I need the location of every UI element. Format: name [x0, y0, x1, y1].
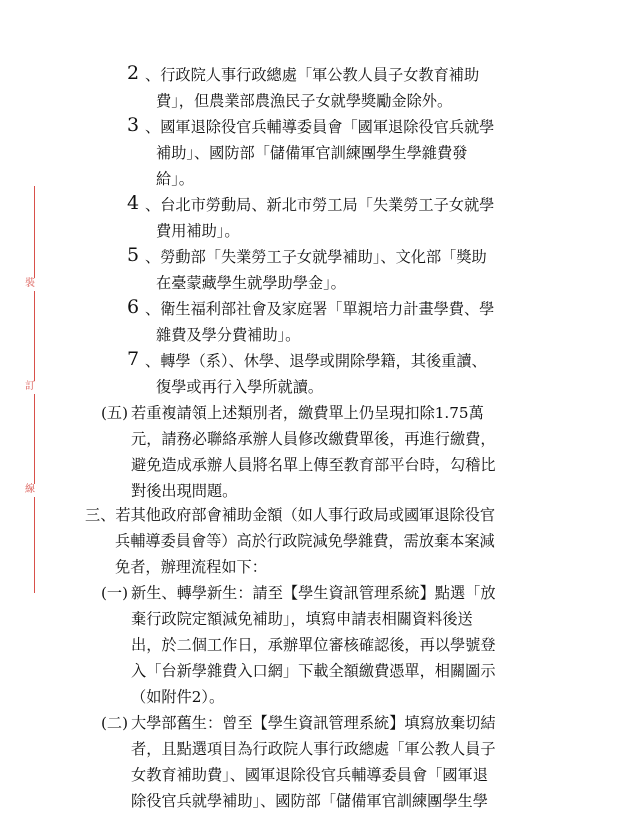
item-number: 3 — [127, 114, 140, 136]
item-line: 、衛生福利部社會及家庭署「單親培力計畫學費、學 — [145, 300, 495, 318]
item-number: 2 — [127, 62, 140, 84]
binding-line-top — [34, 186, 35, 278]
item-line: 雜費及學分費補助」。 — [156, 326, 301, 344]
sub-line: 新生、轉學新生：請至【學生資訊管理系統】點選「放 — [131, 584, 496, 602]
item-line: 費用補助」。 — [156, 222, 240, 240]
item-line: 、台北市勞動局、新北市勞工局「失業勞工子女就學 — [145, 196, 495, 214]
item-line: 費」，但農業部農漁民子女就學獎勵金除外。 — [156, 92, 453, 110]
section-heading-line: 三、若其他政府部會補助金額（如人事行政局或國軍退除役官 — [85, 506, 496, 524]
item-number: 4 — [127, 192, 140, 214]
binding-line-bottom — [34, 497, 35, 593]
item-line: 、轉學（系）、休學、退學或開除學籍，其後重讀、 — [145, 352, 487, 370]
item-line: 給」。 — [156, 170, 194, 188]
sub-line: （如附件2）。 — [131, 688, 225, 706]
sub-label: (二) — [101, 714, 129, 732]
paragraph-line: 避免造成承辦人員將名單上傳至教育部平台時，勾稽比 — [131, 456, 496, 474]
section-line: 免者，辦理流程如下： — [115, 558, 267, 576]
item-line: 復學或再行入學所就讀。 — [156, 378, 324, 396]
sub-line: 大學部舊生：曾至【學生資訊管理系統】填寫放棄切結 — [131, 714, 496, 732]
item-number: 5 — [127, 244, 140, 266]
item-line: 、行政院人事行政總處「軍公教人員子女教育補助 — [145, 66, 480, 84]
item-number: 6 — [127, 296, 140, 318]
paragraph-label: (五) — [101, 404, 129, 422]
sub-line: 女教育補助費」、國軍退除役官兵輔導委員會「國軍退 — [131, 766, 488, 784]
binding-line-lower — [34, 394, 35, 484]
binding-char-zhuang: 裝 — [25, 278, 35, 289]
binding-line-middle — [34, 291, 35, 381]
item-line: 在臺蒙藏學生就學助學金」。 — [156, 274, 346, 292]
paragraph-line: 對後出現問題。 — [131, 482, 238, 500]
sub-line: 者，且點選項目為行政院人事行政總處「軍公教人員子 — [131, 740, 496, 758]
paragraph-line: 元，請務必聯絡承辦人員修改繳費單後，再進行繳費， — [131, 430, 496, 448]
item-line: 、勞動部「失業勞工子女就學補助」、文化部「獎助 — [145, 248, 487, 266]
binding-char-ding: 訂 — [25, 381, 35, 392]
binding-char-xian: 線 — [25, 484, 35, 495]
sub-line: 棄行政院定額減免補助」，填寫申請表相關資料後送 — [131, 610, 473, 628]
item-line: 補助」、國防部「儲備軍官訓練團學生學雜費發 — [156, 144, 468, 162]
sub-line: 除役官兵就學補助」、國防部「儲備軍官訓練團學生學 — [131, 792, 488, 810]
sub-line: 出，於二個工作日，承辦單位審核確認後，再以學號登 — [131, 636, 496, 654]
sub-label: (一) — [101, 584, 129, 602]
paragraph-line: 若重複請領上述類別者，繳費單上仍呈現扣除1.75萬 — [131, 404, 484, 422]
item-line: 、國軍退除役官兵輔導委員會「國軍退除役官兵就學 — [145, 118, 495, 136]
sub-line: 入「台新學雜費入口網」下載全額繳費憑單，相關圖示 — [131, 662, 496, 680]
section-line: 兵輔導委員會等）高於行政院減免學雜費，需放棄本案減 — [115, 532, 495, 550]
item-number: 7 — [127, 348, 140, 370]
